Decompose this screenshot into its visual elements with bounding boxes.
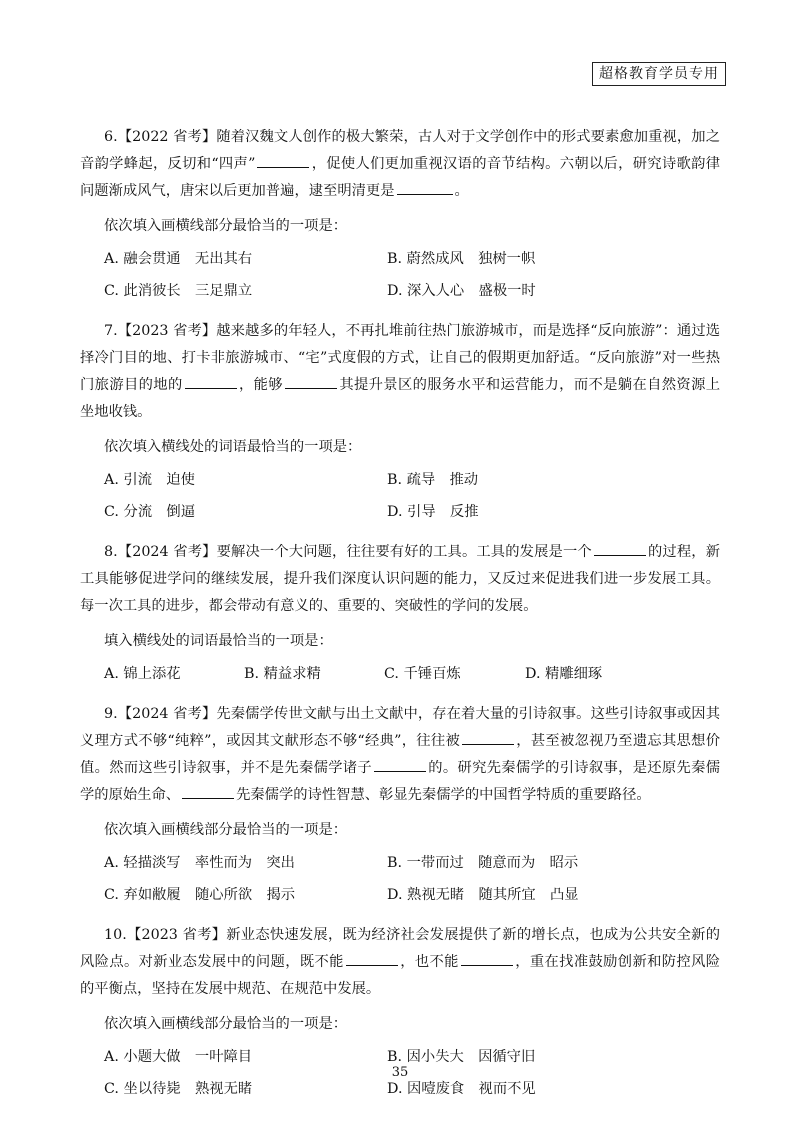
answer-blank [462, 730, 514, 745]
answer-blank [285, 374, 337, 389]
stem-text: 。 [454, 183, 469, 199]
question-10 [80, 922, 720, 1108]
question-stem [80, 539, 720, 620]
stem-text: 先秦儒学的诗性智慧、彰显先秦儒学的中国哲学特质的重要路径。 [236, 787, 651, 803]
option-a[interactable]: A. 融会贯通 无出其右 [104, 251, 253, 267]
option-d[interactable]: D. 精雕细琢 [525, 666, 603, 682]
option-b[interactable]: B. 蔚然成风 独树一帜 [387, 251, 536, 267]
answer-blank [185, 374, 237, 389]
answer-blank [374, 757, 426, 772]
answer-blank [461, 951, 513, 966]
option-d[interactable]: D. 因噎废食 视而不见 [387, 1081, 536, 1097]
question-source-tag: 【2023 省考】 [126, 927, 227, 943]
answer-blank [397, 180, 453, 195]
option-b[interactable]: B. 精益求精 [244, 666, 321, 682]
stem-text: 越来越多的年轻人，不再扎堆前往热门旅游城市，而是选择“反向旅游”：通过选择冷门目的地、打卡非旅游城市、“宅”式度假的方式，让自己的假期更加舒适。“反向旅游”对一些热门旅游目的地的 [80, 323, 720, 393]
question-instruction: 依次填入画横线部分最恰当的一项是： [104, 218, 348, 234]
question-number: 8. [104, 544, 118, 560]
answer-blank [182, 784, 234, 799]
question-9 [80, 701, 720, 914]
option-a[interactable]: A. 小题大做 一叶障目 [104, 1049, 253, 1065]
option-d[interactable]: D. 熟视无睹 随其所宜 凸显 [387, 887, 579, 903]
question-stem [80, 124, 720, 205]
question-number: 7. [104, 323, 118, 339]
question-source-tag: 【2023 省考】 [117, 323, 217, 339]
stem-text: 随着汉魏文人创作的极大繁荣，古人对于文学创作中的形式要素愈加重视，加之音韵学蜂起，反切和“四声” [80, 129, 721, 172]
option-b[interactable]: B. 疏导 推动 [387, 472, 479, 488]
stem-text: 要解决一个大问题，往往要有好的工具。工具的发展是一个 [216, 544, 592, 560]
options-grid [80, 467, 720, 531]
option-c[interactable]: C. 弃如敝履 随心所欲 揭示 [104, 887, 296, 903]
option-b[interactable]: B. 一带而过 随意而为 昭示 [387, 855, 579, 871]
stem-text: ，能够 [238, 377, 283, 393]
question-stem [80, 922, 720, 1003]
question-instruction: 依次填入横线处的词语最恰当的一项是： [104, 439, 362, 455]
stem-text: 先秦儒学传世文献与出土文献中，存在着大量的引诗叙事。这些引诗叙事或因其义理方式不够“纯粹”，或因其文献形态不够“经典”，往往被 [80, 706, 721, 749]
option-c[interactable]: C. 此消彼长 三足鼎立 [104, 283, 253, 299]
answer-blank [257, 153, 309, 168]
watermark-badge: 超格教育学员专用 [592, 62, 726, 86]
question-8 [80, 539, 720, 693]
stem-text: 的。研究先秦儒学的引诗叙事，是还原先秦儒学的原始生命、 [80, 760, 720, 803]
question-6 [80, 124, 720, 310]
option-a[interactable]: A. 轻描淡写 率性而为 突出 [104, 855, 295, 871]
page-number: 35 [391, 1065, 409, 1080]
stem-text: 其提升景区的服务水平和运营能力，而不是躺在自然资源上坐地收钱。 [80, 377, 721, 420]
question-source-tag: 【2024 省考】 [117, 544, 217, 560]
question-instruction: 依次填入画横线部分最恰当的一项是： [104, 1016, 348, 1032]
stem-text: ，甚至被忽视乃至遗忘其思想价值。然而这些引诗叙事，并不是先秦儒学诸子 [80, 733, 720, 776]
option-c[interactable]: C. 千锤百炼 [384, 666, 461, 682]
stem-text: ，促使人们更加重视汉语的音节结构。六朝以后，研究诗歌韵律问题渐成风气，唐宋以后更加普遍，逮至明清更是 [80, 156, 720, 199]
option-a[interactable]: A. 锦上添花 [104, 666, 181, 682]
stem-text: 新业态快速发展，既为经济社会发展提供了新的增长点，也成为公共安全新的风险点。对新业态发展中的问题，既不能 [80, 927, 720, 970]
options-row [80, 661, 720, 693]
question-number: 6. [104, 129, 118, 145]
question-stem [80, 701, 720, 809]
question-7 [80, 318, 720, 531]
option-b[interactable]: B. 因小失大 因循守旧 [387, 1049, 536, 1065]
options-grid [80, 850, 720, 914]
answer-blank [594, 541, 646, 556]
option-d[interactable]: D. 深入人心 盛极一时 [387, 283, 536, 299]
answer-blank [346, 951, 398, 966]
stem-text: ，也不能 [399, 954, 459, 970]
question-source-tag: 【2024 省考】 [117, 706, 217, 722]
option-c[interactable]: C. 分流 倒逼 [104, 504, 196, 520]
option-c[interactable]: C. 坐以待毙 熟视无睹 [104, 1081, 253, 1097]
question-source-tag: 【2022 省考】 [117, 129, 217, 145]
question-number: 10. [104, 927, 127, 943]
stem-text: ，重在找准鼓励创新和防控风险的平衡点，坚持在发展中规范、在规范中发展。 [80, 954, 721, 997]
option-a[interactable]: A. 引流 迫使 [104, 472, 195, 488]
question-number: 9. [104, 706, 118, 722]
option-d[interactable]: D. 引导 反推 [387, 504, 479, 520]
question-list [80, 124, 720, 1116]
question-instruction: 依次填入画横线部分最恰当的一项是： [104, 822, 348, 838]
options-grid [80, 246, 720, 310]
question-instruction: 填入横线处的词语最恰当的一项是： [104, 633, 333, 649]
stem-text: 的过程，新工具能够促进学问的继续发展，提升我们深度认识问题的能力，又反过来促进我们进一步发展工具。每一次工具的进步，都会带动有意义的、重要的、突破性的学问的发展。 [80, 544, 721, 614]
question-stem [80, 318, 720, 426]
